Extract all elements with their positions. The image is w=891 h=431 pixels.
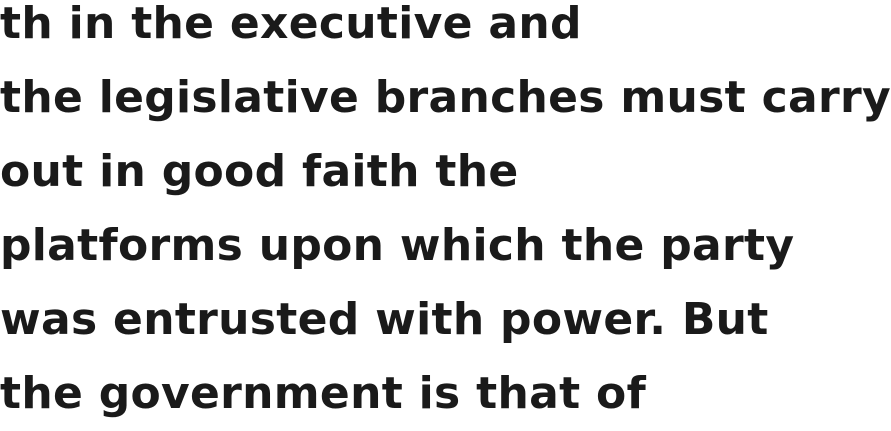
text-line: th in the executive and [0,0,582,49]
text-line: platforms upon which the party [0,220,795,271]
text-line: the government is that of [0,368,647,419]
text-line: out in good faith the [0,146,519,197]
text-line: was entrusted with power. But [0,294,769,345]
text-line: the legislative branches must carry [0,72,891,123]
